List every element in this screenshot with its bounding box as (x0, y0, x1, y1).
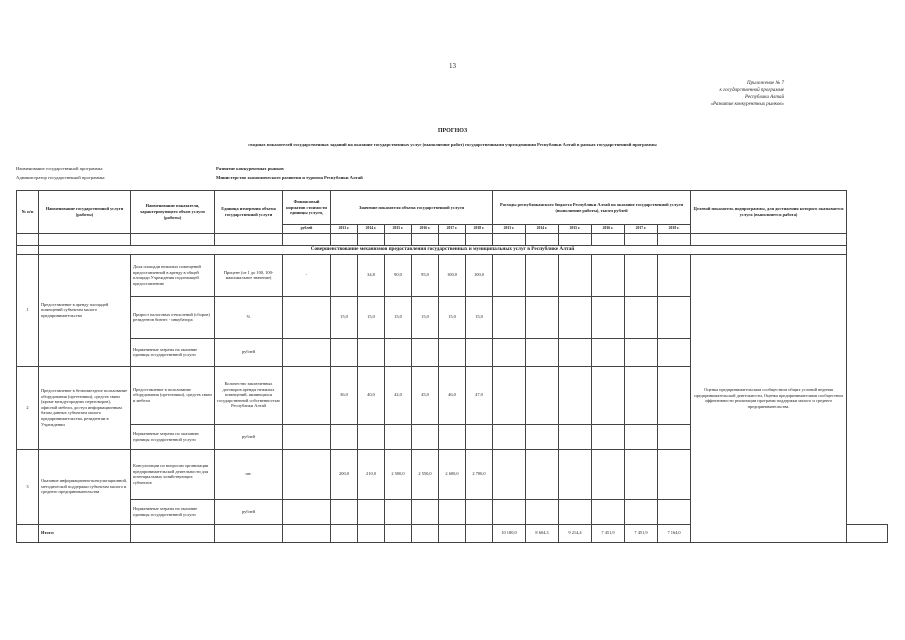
row-volume: 15,0 (439, 296, 466, 338)
year-volume: 2016 г. (412, 225, 439, 234)
row-norm (283, 296, 331, 338)
header-unit: Единица измерения объема государственной услуги (215, 191, 283, 234)
row-unit: % (215, 296, 283, 338)
row-num: 3 (17, 449, 39, 524)
row-unit: рублей (215, 338, 283, 366)
forecast-table (16, 190, 888, 543)
total-expense: 8 604,3 (526, 524, 559, 542)
row-service: Оказание информационно-консультационной, методической поддержки субъектам малого и среднего предпринимательства (39, 449, 131, 524)
row-indicator: Консультации по вопросам организации предпринимательской деятельности для потенциальных хозяйствующих субъектов (131, 449, 215, 499)
year-volume: 2015 г. (385, 225, 412, 234)
row-volume: 210,0 (358, 449, 385, 499)
row-indicator: Предоставление в пользование оборудования (оргтехники), средств связи и мебели (131, 366, 215, 424)
total-expense: 9 214,4 (559, 524, 592, 542)
year-expenses: 2017 г. (625, 225, 658, 234)
header-norm-unit: рублей (283, 225, 331, 234)
admin-meta (16, 175, 363, 180)
year-volume: 2017 г. (439, 225, 466, 234)
page-number: 13 (449, 62, 456, 70)
row-volume: 46,0 (439, 366, 466, 424)
header-num: № п/п (17, 191, 39, 234)
document-subtitle: сводных показателей государственных заданий на оказание государственных услуг (выполнение работ) государственными учреждениями Республики Алтай в рамках государственной программы (248, 142, 657, 147)
program-value: Развитие конкурентных рынков (216, 166, 284, 171)
year-volume: 2018 г. (466, 225, 493, 234)
row-volume (331, 254, 358, 296)
total-expense: 10 180,0 (493, 524, 526, 542)
admin-label: Администратор государственной программы: (16, 175, 106, 180)
row-volume: 90,0 (385, 254, 412, 296)
appendix-line: Приложение № 7 (747, 81, 784, 86)
row-unit: рублей (215, 424, 283, 449)
year-expenses: 2014 г. (526, 225, 559, 234)
row-unit: Количество заключенных договоров аренды нежилых помещений, являющихся государственной собственностью Республики Алтай (215, 366, 283, 424)
year-expenses: 2018 г. (658, 225, 691, 234)
row-volume: 45,0 (412, 366, 439, 424)
row-volume: 15,0 (466, 296, 493, 338)
year-expenses: 2016 г. (592, 225, 625, 234)
year-expenses: 2015 г. (559, 225, 592, 234)
total-expense: 7 164,0 (658, 524, 691, 542)
row-volume: 15,0 (412, 296, 439, 338)
row-indicator: Нормативные затраты по оказанию единицы государственной услуги (131, 424, 215, 449)
row-volume: 95,0 (412, 254, 439, 296)
row-target: Оценка предпринимательским сообществом общих условий ведения предпринимательской деятельности, Оценка предпринимателями сообществом эффективности реализации программ поддержки малого и среднего предпринимательства. (691, 254, 847, 542)
header-volume: Значение показателя объема государственной услуги (331, 191, 493, 225)
row-volume: 36,0 (331, 366, 358, 424)
row-indicator: Прирост налоговых отчислений (сборов) резидентов бизнес - инкубатора (131, 296, 215, 338)
row-volume: 42,0 (385, 366, 412, 424)
row-volume: 40,0 (358, 366, 385, 424)
spacer-row (17, 233, 888, 245)
row-volume: 15,0 (331, 296, 358, 338)
row-volume: 47,0 (466, 366, 493, 424)
table-row (17, 254, 888, 296)
appendix-line: «Развитие конкурентных рынков» (710, 102, 784, 107)
row-service: Предоставление в безвозмездное пользование оборудования (оргтехники), средств связи (кроме междугородних переговоров), офисной мебели, доступ информационным базам данных субъектам малого предпринимательства, резидентам в Учреждении (39, 366, 131, 449)
program-meta (16, 166, 284, 171)
row-volume: 34,8 (358, 254, 385, 296)
row-indicator: Доля площади нежилых помещений предоставленной в аренду в общей площади Учреждения подлежащей предоставлению (131, 254, 215, 296)
document-title: ПРОГНОЗ (437, 128, 468, 134)
admin-value: Министерство экономического развития и туризма Республики Алтай (216, 175, 363, 180)
appendix-line: к государственной программе (719, 88, 784, 93)
row-service: Предоставление в аренду площадей помещений субъектам малого предпринимательства (39, 254, 131, 366)
year-expenses: 2013 г. (493, 225, 526, 234)
total-label: Итого: (39, 524, 131, 542)
section-row (17, 245, 888, 254)
row-volume: 2 700,0 (466, 449, 493, 499)
year-volume: 2013 г. (331, 225, 358, 234)
row-num: 1 (17, 254, 39, 366)
row-volume: 2 550,0 (412, 449, 439, 499)
row-volume: 200,0 (331, 449, 358, 499)
row-volume: 100,0 (439, 254, 466, 296)
row-unit: рублей (215, 499, 283, 524)
total-expense: 7 451,9 (625, 524, 658, 542)
row-volume: 2 600,0 (439, 449, 466, 499)
row-indicator: Нормативные затраты на оказание единицы государственной услуги (131, 338, 215, 366)
row-norm: - (283, 254, 331, 296)
row-unit: шт. (215, 449, 283, 499)
row-volume: 15,0 (385, 296, 412, 338)
row-unit: Процент (от 1 до 100, 100- максимальное значение) (215, 254, 283, 296)
row-indicator: Нормативные затраты на оказание единицы государственной услуги (131, 499, 215, 524)
appendix-note (584, 80, 784, 108)
total-expense: 7 451,9 (592, 524, 625, 542)
header-service: Наименование государственной услуги (работы) (39, 191, 131, 234)
program-label: Наименование государственной программы: (16, 166, 104, 171)
header-norm: Финансовый норматив стоимости единицы услуги, (283, 191, 331, 225)
row-num: 2 (17, 366, 39, 449)
row-volume: 15,0 (358, 296, 385, 338)
section-title: Совершенствование механизмов предоставления государственных и муниципальных услуг в Республике Алтай (39, 245, 847, 254)
row-volume: 2 500,0 (385, 449, 412, 499)
appendix-line: Республики Алтай (744, 95, 784, 100)
header-target: Целевой показатель подпрограммы, для достижения которого оказывается услуга (выполняется работа) (691, 191, 847, 234)
header-indicator: Наименование показателя, характеризующего объем услуги (работы) (131, 191, 215, 234)
header-expenses: Расходы республиканского бюджета Республики Алтай на оказание государственной услуги (выполнение работы), тысяч рублей (493, 191, 691, 225)
row-volume: 100,0 (466, 254, 493, 296)
year-volume: 2014 г. (358, 225, 385, 234)
